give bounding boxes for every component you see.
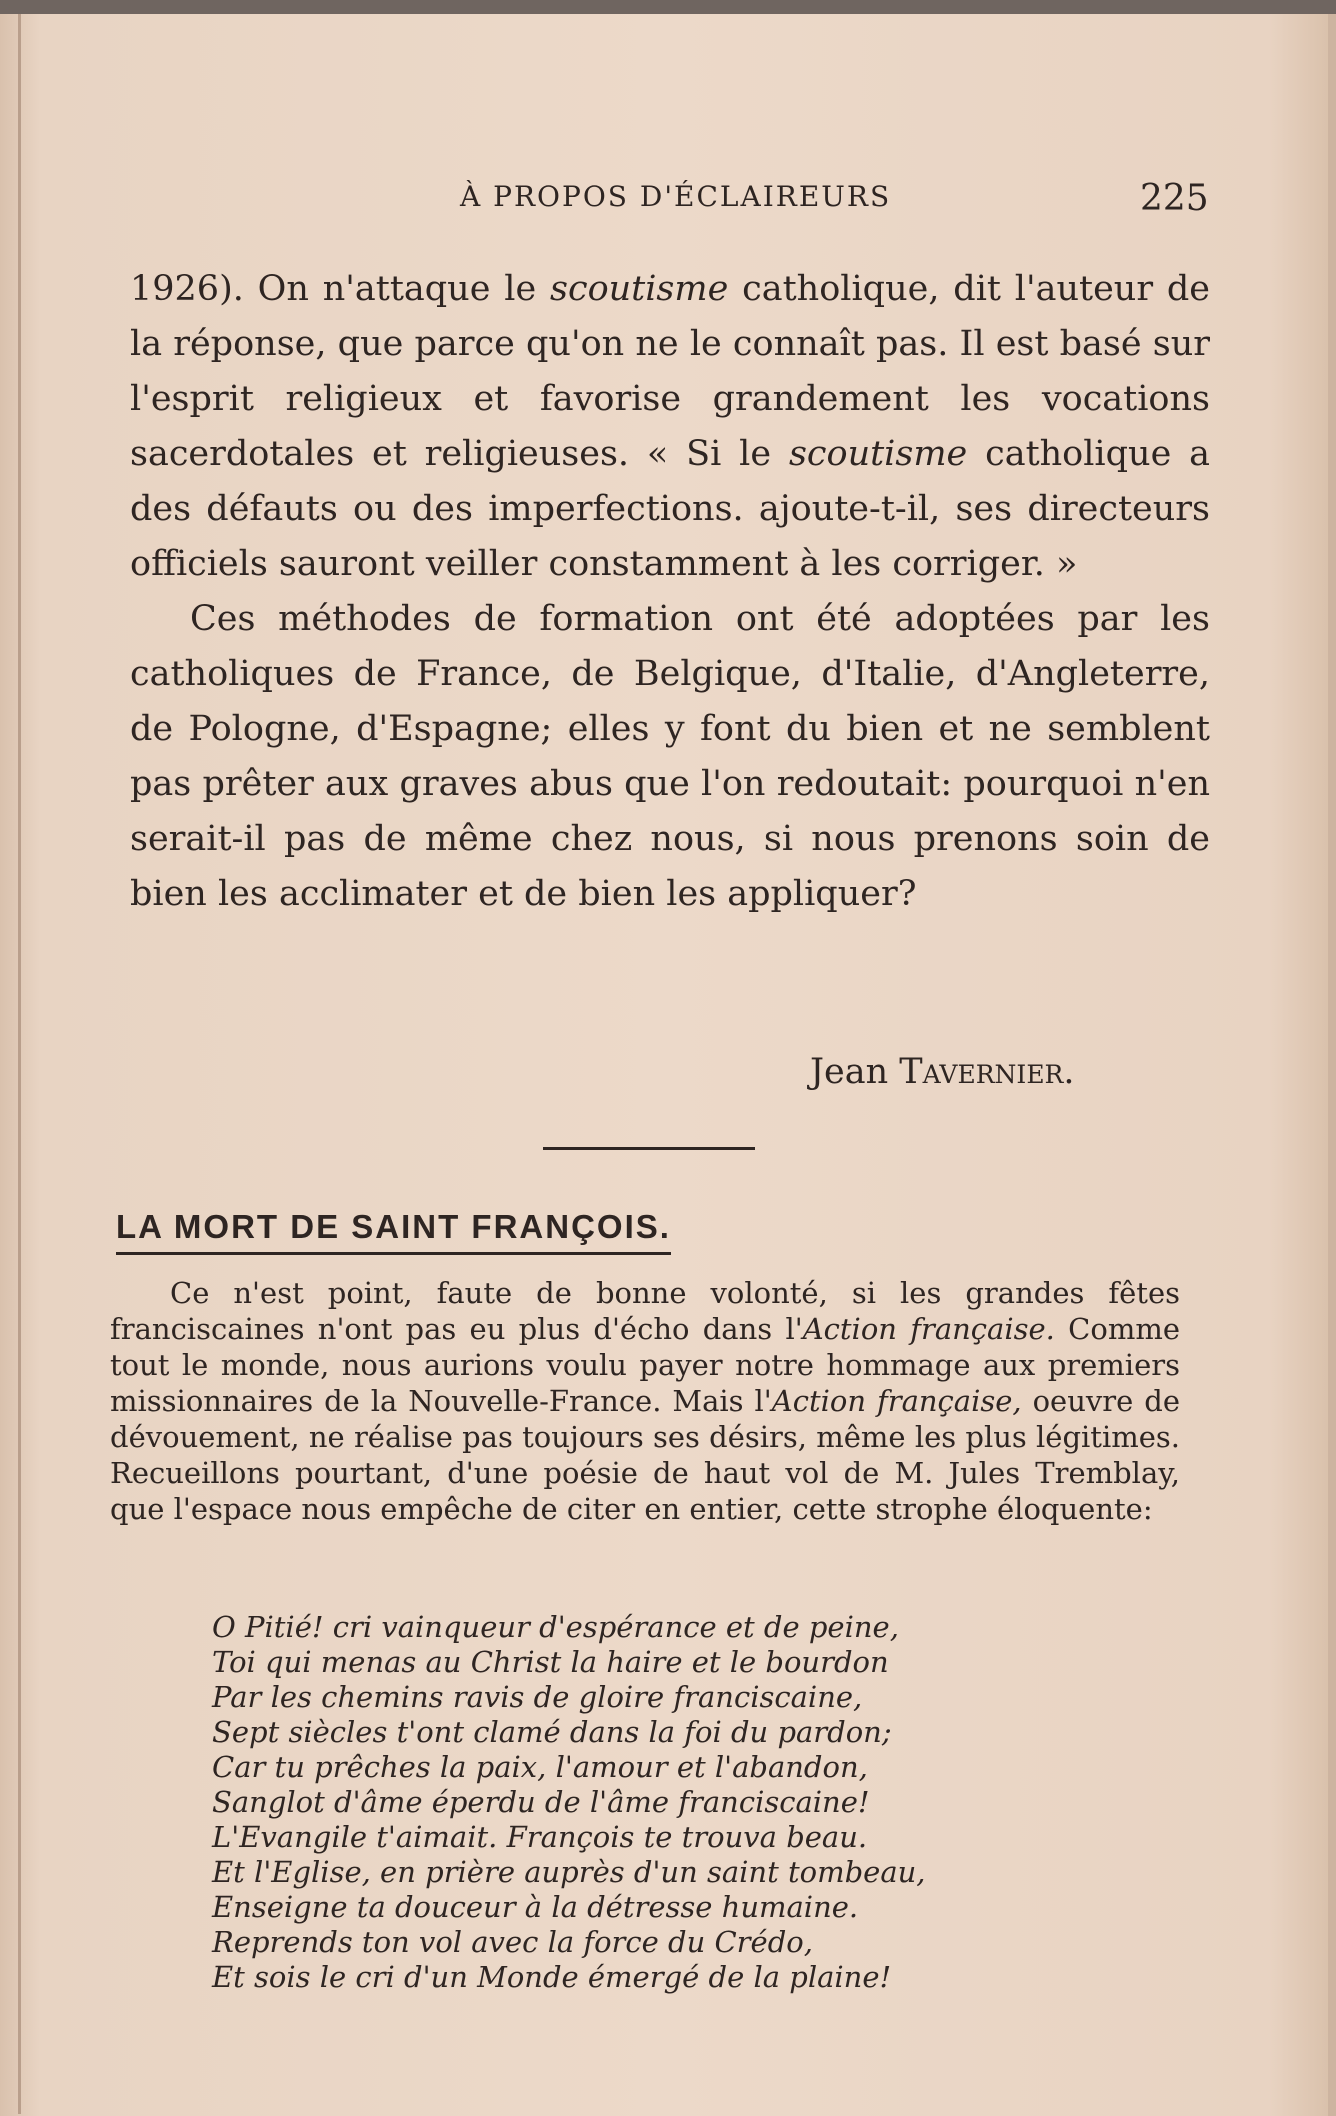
article-saint-francis [110,1275,1180,1527]
page-number: 225 [1140,178,1209,219]
text-run: Ce n'est point, faute de bonne volonté, si les grandes fêtes franciscaines n'ont pas eu plus d'écho dans l' [110,1276,1180,1346]
author-first-name: Jean [810,1052,900,1092]
paragraph: Ces méthodes de formation ont été adoptées par les catholiques de France, de Belgique, d'Italie, d'Angleterre, de Pologne, d'Espagne; elles y font du bien et ne semblent pas prêter aux graves abus que l'on redoutait: pourquoi n'en serait-il pas de même chez nous, si nous prenons soin de bien les acclimater et de bien les appliquer? [130,599,1210,914]
poem-line: O Pitié! cri vainqueur d'espérance et de peine, [212,1610,899,1644]
poem-line: Et sois le cri d'un Monde émergé de la plaine! [212,1960,892,1994]
poem-line: Car tu prêches la paix, l'amour et l'abandon, [212,1750,868,1784]
poem-line: L'Evangile t'aimait. François te trouva beau. [212,1820,868,1854]
section-divider [543,1147,755,1150]
text-run: catholique a des défauts ou des imperfections. ajoute-t-il, ses directeurs officiels sauront veiller constamment à les corriger. » [130,434,1210,584]
article-scouting-conclusion [130,262,1210,922]
paragraph [130,262,1210,592]
poem-line: Et l'Eglise, en prière auprès d'un saint tombeau, [212,1855,926,1889]
poem-stanza [212,1610,1012,1995]
poem-line: Reprends ton vol avec la force du Crédo, [212,1925,813,1959]
poem-line: Enseigne ta douceur à la détresse humaine. [212,1890,859,1924]
italic-term: Action française. [802,1312,1055,1346]
page-top-edge [0,0,1336,14]
poem-line: Sept siècles t'ont clamé dans la foi du pardon; [212,1715,892,1749]
author-last-name: Tavernier. [899,1052,1075,1092]
italic-term: scoutisme [550,269,729,309]
poem-line: Sanglot d'âme éperdu de l'âme franciscaine! [212,1785,870,1819]
section-title: LA MORT DE SAINT FRANÇOIS. [116,1208,671,1255]
text-run: oeuvre de dévouement, ne réalise pas toujours ses désirs, même les plus légitimes. Recueillons pourtant, d'une poésie de haut vol de M. Jules Tremblay, que l'espace nous empêche de citer en entier, cette strophe éloquente: [110,1384,1180,1526]
poem-line: Toi qui menas au Christ la haire et le bourdon [212,1645,889,1679]
page-right-edge [1328,14,1336,2116]
italic-term: Action française, [771,1384,1022,1418]
running-header: À PROPOS D'ÉCLAIREURS [460,180,892,213]
italic-term: scoutisme [788,434,968,474]
text-run: Comme tout le monde, nous aurions voulu payer notre hommage aux premiers missionnaires de la Nouvelle-France. Mais l' [110,1312,1180,1418]
page-left-edge [18,14,21,2114]
text-run: 1926). On n'attaque le [130,269,550,309]
paragraph [110,1275,1180,1527]
text-run: catholique, dit l'auteur de la réponse, que parce qu'on ne le connaît pas. Il est basé sur l'esprit religieux et favorise grandement les vocations sacerdotales et religieuses. « Si le [130,269,1210,474]
author-signature [810,1052,1075,1092]
poem-line: Par les chemins ravis de gloire franciscaine, [212,1680,863,1714]
